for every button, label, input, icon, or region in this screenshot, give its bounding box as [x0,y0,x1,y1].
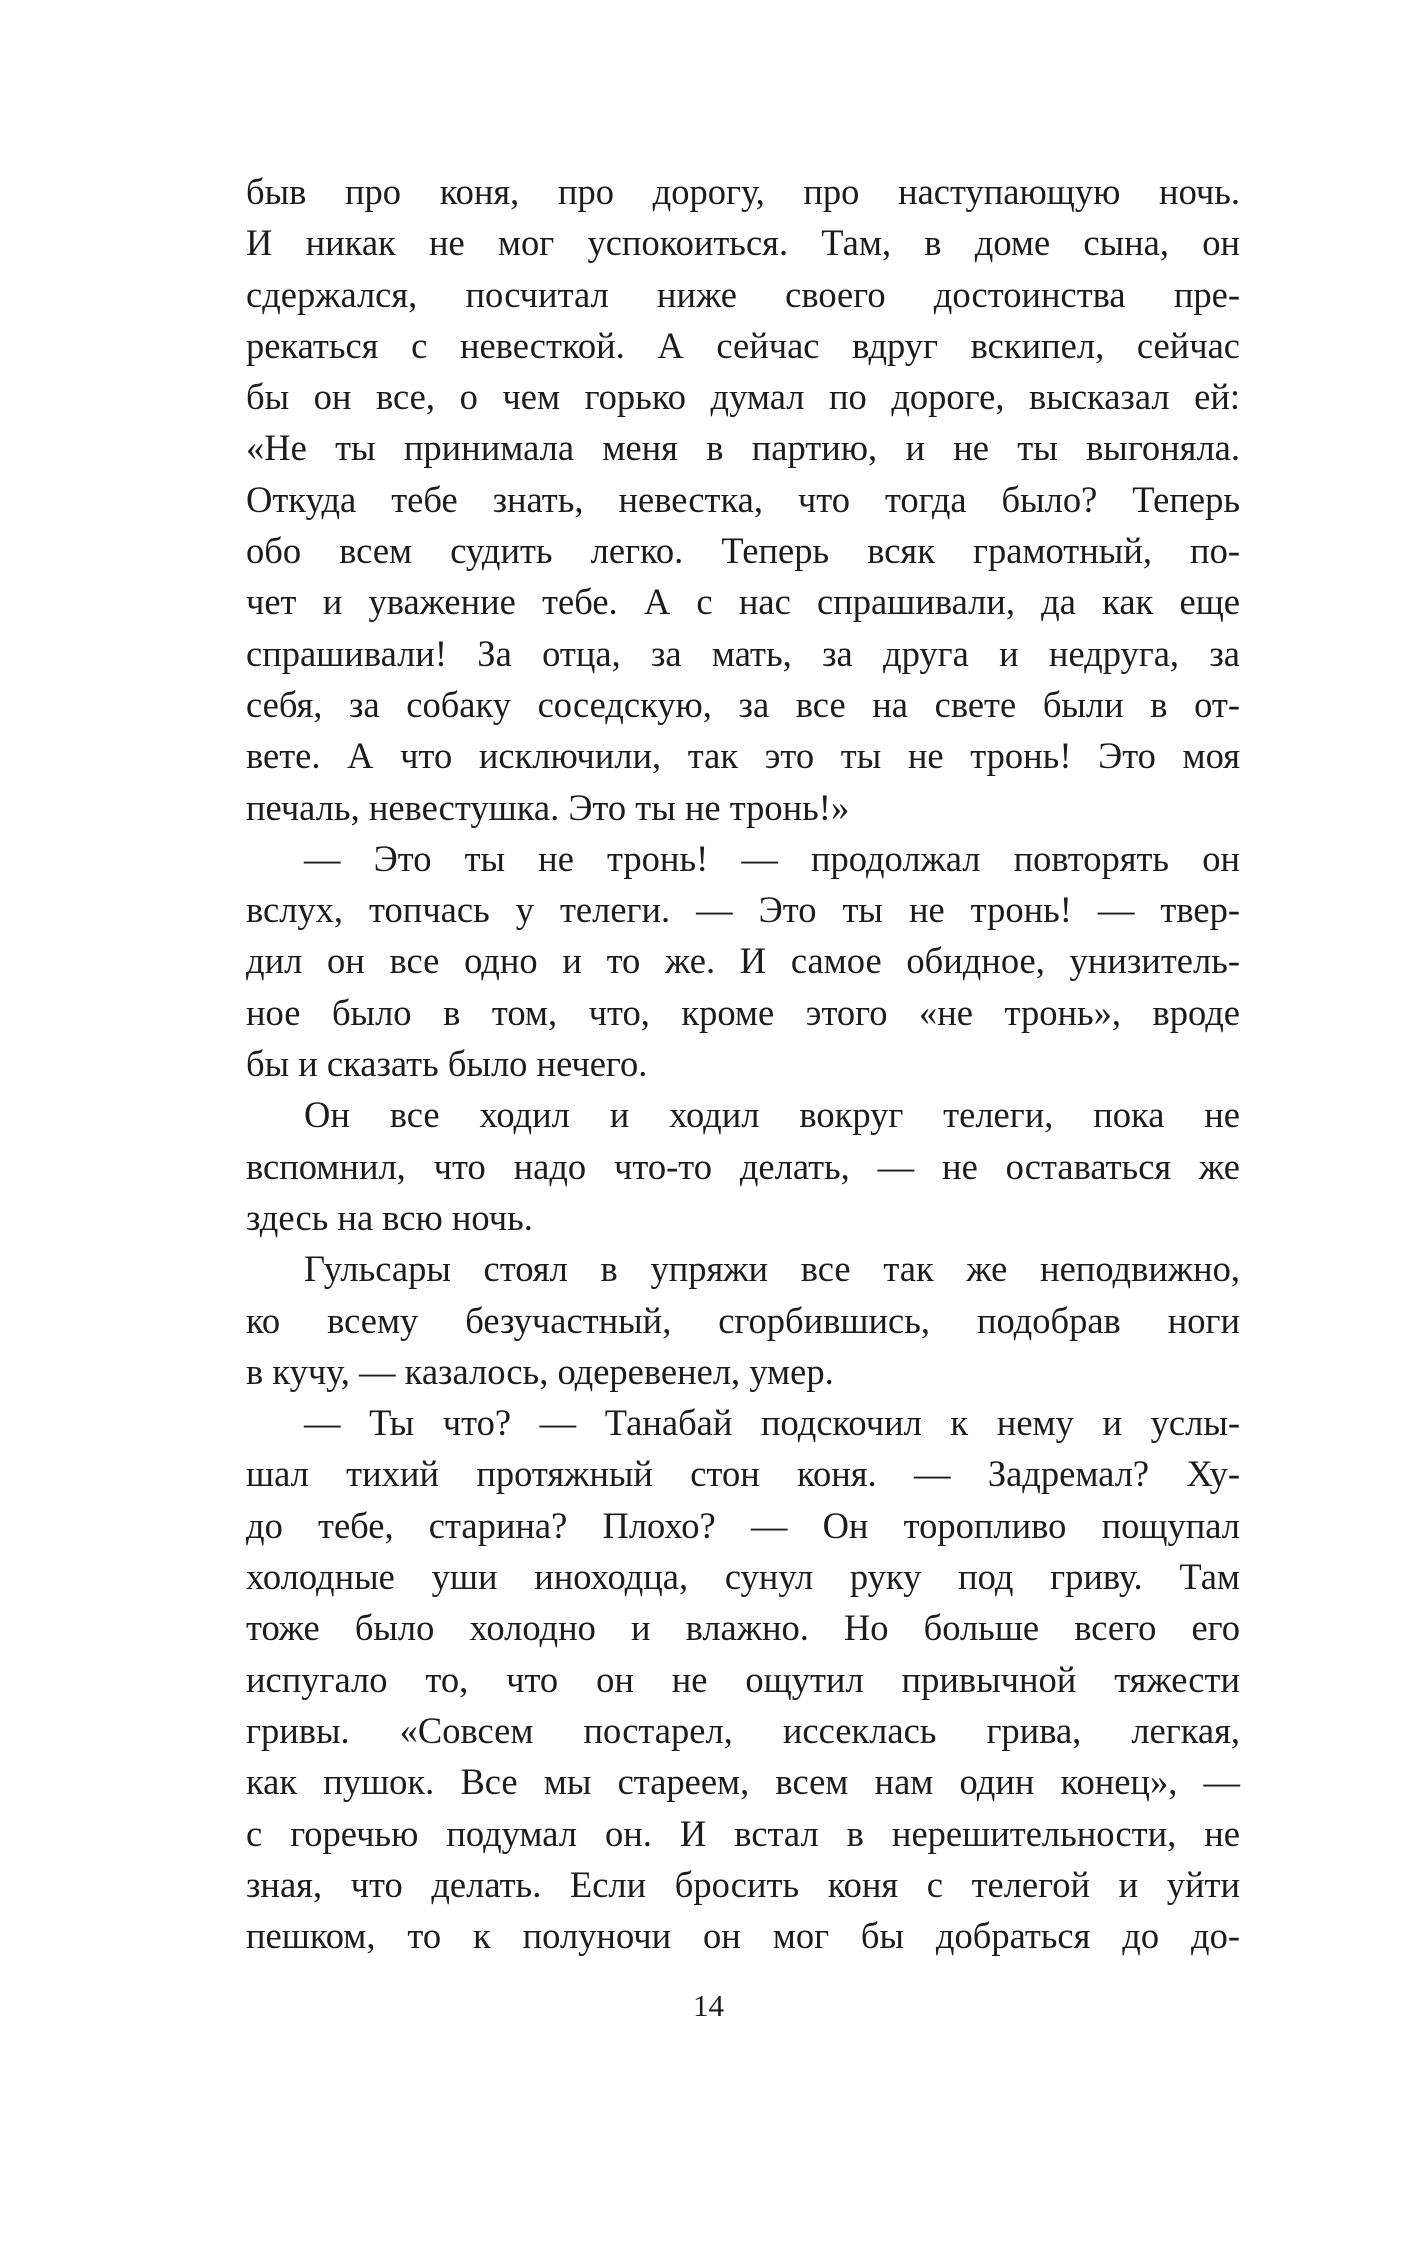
text-line: печаль, невестушка. Это ты не тронь!» [246,786,850,828]
text-line: бы он все, о чем горько думал по дороге, высказал ей: [246,376,1240,418]
text-line: вслух, топчась у телеги. — Это ты не тронь! — твер- [246,889,1240,931]
text-line: вете. А что исключили, так это ты не тронь! Это моя [246,735,1240,777]
text-line: спрашивали! За отца, за мать, за друга и недруга, за [246,632,1240,674]
text-line: обо всем судить легко. Теперь всяк грамотный, по- [246,530,1240,572]
text-line: гривы. «Совсем постарел, иссеклась грива, легкая, [246,1709,1240,1751]
text-line: вспомнил, что надо что-то делать, — не оставаться же [246,1145,1240,1187]
text-line: сдержался, посчитал ниже своего достоинства пре- [246,273,1240,315]
text-line: чет и уважение тебе. А с нас спрашивали, да как еще [246,581,1240,623]
text-line: — Ты что? — Танабай подскочил к нему и услы- [304,1402,1240,1444]
text-line: Он все ходил и ходил вокруг телеги, пока не [304,1094,1240,1136]
text-line: ное было в том, что, кроме этого «не тронь», вроде [246,991,1240,1033]
text-line: «Не ты принимала меня в партию, и не ты выгоняла. [246,427,1240,469]
text-line: И никак не мог успокоиться. Там, в доме сына, он [246,222,1240,264]
text-line: себя, за собаку соседскую, за все на свете были в от- [246,683,1240,725]
text-line: зная, что делать. Если бросить коня с телегой и уйти [246,1863,1240,1905]
text-line: ко всему безучастный, сгорбившись, подобрав ноги [246,1299,1240,1341]
text-line: Откуда тебе знать, невестка, что тогда было? Теперь [246,478,1240,520]
text-line: до тебе, старина? Плохо? — Он торопливо пощупал [246,1504,1240,1546]
text-line: — Это ты не тронь! — продолжал повторять он [304,837,1240,879]
text-line: испугало то, что он не ощутил привычной тяжести [246,1658,1240,1700]
text-line: холодные уши иноходца, сунул руку под гриву. Там [246,1556,1240,1598]
text-line: в кучу, — казалось, одеревенел, умер. [246,1350,834,1392]
text-line: Гульсары стоял в упряжи все так же неподвижно, [304,1248,1240,1290]
text-line: здесь на всю ночь. [246,1196,533,1238]
body-text [246,166,1240,1961]
text-line: шал тихий протяжный стон коня. — Задремал? Ху- [246,1453,1240,1495]
text-line: бы и сказать было нечего. [246,1043,648,1085]
text-line: дил он все одно и то же. И самое обидное, унизитель- [246,940,1240,982]
text-line: рекаться с невесткой. А сейчас вдруг вскипел, сейчас [246,324,1240,366]
text-line: как пушок. Все мы стареем, всем нам один конец», — [246,1761,1240,1803]
page-number: 14 [693,1988,724,2023]
text-line: с горечью подумал он. И встал в нерешительности, не [246,1812,1240,1854]
text-line: быв про коня, про дорогу, про наступающую ночь. [246,171,1240,212]
text-line: тоже было холодно и влажно. Но больше всего его [246,1607,1240,1649]
text-line: пешком, то к полуночи он мог бы добраться до до- [246,1915,1240,1957]
